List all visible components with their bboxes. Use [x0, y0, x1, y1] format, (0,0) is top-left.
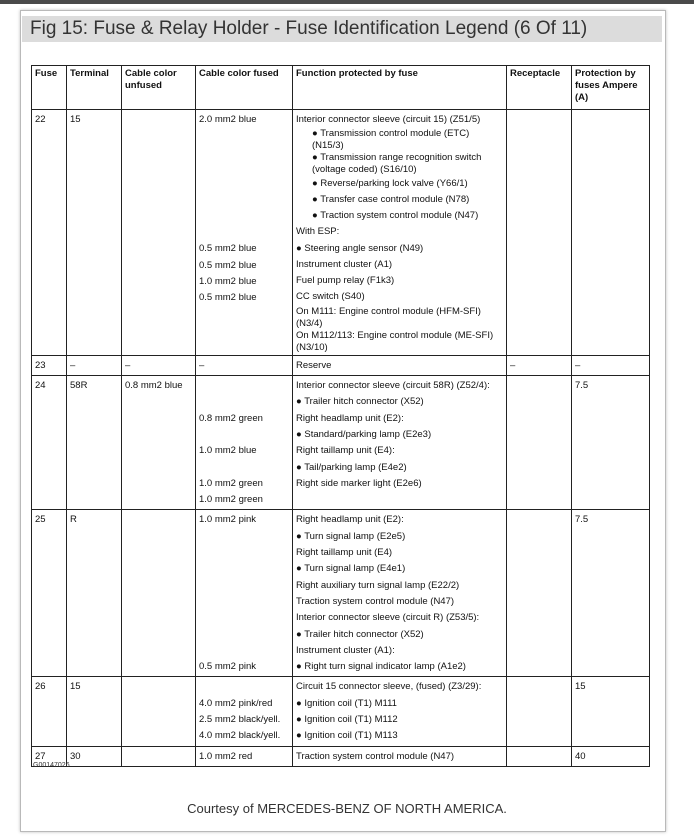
receptacle [507, 510, 572, 677]
cable-fused [196, 376, 293, 510]
table-row [32, 677, 650, 746]
fuse-number: 27 [32, 746, 67, 766]
function-line: Circuit 15 connector sleeve, (fused) (Z3/29): [296, 681, 482, 693]
function-line: Right headlamp unit (E2): [296, 514, 404, 526]
receptacle [507, 746, 572, 766]
function-cell: Reserve [293, 355, 507, 375]
fuse-legend-table [31, 65, 650, 767]
header-cable-unfused: Cable color unfused [122, 66, 196, 110]
cable-fused-value: 0.5 mm2 blue [199, 243, 257, 255]
terminal: 58R [67, 376, 122, 510]
function-line: ● Turn signal lamp (E4e1) [296, 563, 406, 575]
terminal: 30 [67, 746, 122, 766]
cable-fused-value: 1.0 mm2 blue [199, 275, 257, 287]
function-cell [293, 510, 507, 677]
cable-fused-value: 1.0 mm2 blue [199, 445, 257, 457]
function-line: On M112/113: Engine control module (ME-SFI) (N3/10) [296, 329, 494, 353]
courtesy-note: Courtesy of MERCEDES-BENZ OF NORTH AMERICA. [187, 801, 507, 816]
fuse-number: 23 [32, 355, 67, 375]
cable-fused-value: 0.5 mm2 blue [199, 292, 257, 304]
cable-unfused [122, 110, 196, 356]
function-line: ● Traction system control module (N47) [312, 210, 479, 222]
function-line: Right taillamp unit (E4): [296, 445, 395, 457]
function-line: Right headlamp unit (E2): [296, 412, 404, 424]
table-row [32, 746, 650, 766]
table-row [32, 510, 650, 677]
fuse-number: 22 [32, 110, 67, 356]
function-line: Right auxiliary turn signal lamp (E22/2) [296, 579, 460, 591]
function-line: ● Turn signal lamp (E2e5) [296, 530, 406, 542]
header-receptacle: Receptacle [507, 66, 572, 110]
cable-unfused: – [122, 355, 196, 375]
function-line: ● Standard/parking lamp (E2e3) [296, 428, 432, 440]
function-line: ● Right turn signal indicator lamp (A1e2) [296, 661, 466, 673]
amperage [572, 110, 650, 356]
function-line: ● Trailer hitch connector (X52) [296, 628, 424, 640]
function-line: Fuel pump relay (F1k3) [296, 275, 395, 287]
cable-fused: – [196, 355, 293, 375]
function-line: ● Transmission control module (ETC) (N15/3) [312, 128, 470, 152]
cable-unfused [122, 510, 196, 677]
function-line: Interior connector sleeve (circuit 58R) (Z52/4): [296, 380, 490, 392]
function-line: ● Ignition coil (T1) M113 [296, 730, 398, 742]
function-cell: Traction system control module (N47) [293, 746, 507, 766]
function-line: Interior connector sleeve (circuit 15) (Z51/5) [296, 114, 481, 125]
function-line: Right taillamp unit (E4) [296, 547, 393, 559]
cable-unfused [122, 746, 196, 766]
function-line: ● Ignition coil (T1) M111 [296, 697, 397, 709]
fuse-number: 24 [32, 376, 67, 510]
cable-unfused [122, 677, 196, 746]
cable-fused-value: 2.5 mm2 black/yell. [199, 714, 281, 726]
header-fuse: Fuse [32, 66, 67, 110]
cable-fused-value: 0.5 mm2 blue [199, 259, 257, 271]
cable-fused-value: 4.0 mm2 pink/red [199, 697, 273, 709]
reference-code: G00147026 [33, 762, 70, 769]
function-line: ● Ignition coil (T1) M112 [296, 714, 398, 726]
amperage: – [572, 355, 650, 375]
receptacle: – [507, 355, 572, 375]
function-line: With ESP: [296, 226, 340, 238]
header-protection: Protection by fuses Ampere (A) [572, 66, 650, 110]
table-row [32, 376, 650, 510]
fuse-number: 26 [32, 677, 67, 746]
function-line: Instrument cluster (A1) [296, 258, 393, 270]
figure-title: Fig 15: Fuse & Relay Holder - Fuse Identification Legend (6 Of 11) [22, 16, 662, 42]
cable-fused: 1.0 mm2 red [196, 746, 293, 766]
cable-fused-value: 0.5 mm2 pink [199, 661, 257, 673]
function-line: ● Transfer case control module (N78) [312, 194, 470, 206]
amperage: 40 [572, 746, 650, 766]
header-row [32, 66, 650, 110]
terminal: 15 [67, 677, 122, 746]
amperage: 7.5 [572, 510, 650, 677]
function-cell [293, 110, 507, 356]
top-bar [0, 0, 694, 4]
terminal: 15 [67, 110, 122, 356]
header-function: Function protected by fuse [293, 66, 507, 110]
function-line: ● Reverse/parking lock valve (Y66/1) [312, 178, 468, 190]
terminal: – [67, 355, 122, 375]
function-line: ● Tail/parking lamp (E4e2) [296, 461, 407, 473]
function-line: ● Trailer hitch connector (X52) [296, 396, 424, 408]
function-cell [293, 376, 507, 510]
cable-fused-value: 1.0 mm2 green [199, 494, 263, 506]
receptacle [507, 110, 572, 356]
header-terminal: Terminal [67, 66, 122, 110]
cable-fused-value: 4.0 mm2 black/yell. [199, 730, 281, 742]
function-line: Traction system control module (N47) [296, 595, 455, 607]
function-cell [293, 677, 507, 746]
terminal: R [67, 510, 122, 677]
amperage: 7.5 [572, 376, 650, 510]
function-line: ● Steering angle sensor (N49) [296, 242, 424, 254]
cable-fused [196, 677, 293, 746]
function-line: ● Transmission range recognition switch (voltage coded) (S16/10) [312, 152, 482, 176]
function-line: Right side marker light (E2e6) [296, 477, 422, 489]
cable-fused-value: 1.0 mm2 pink [199, 514, 257, 526]
receptacle [507, 376, 572, 510]
table-row [32, 355, 650, 375]
function-line: CC switch (S40) [296, 291, 365, 303]
cable-fused-value: 0.8 mm2 green [199, 412, 263, 424]
cable-fused [196, 110, 293, 356]
receptacle [507, 677, 572, 746]
function-line: Interior connector sleeve (circuit R) (Z53/5): [296, 612, 480, 624]
amperage: 15 [572, 677, 650, 746]
function-line: Instrument cluster (A1): [296, 644, 395, 656]
function-line: On M111: Engine control module (HFM-SFI) (N3/4) [296, 305, 481, 329]
cable-fused-value: 1.0 mm2 green [199, 477, 263, 489]
header-cable-fused: Cable color fused [196, 66, 293, 110]
cable-fused-value: 2.0 mm2 blue [199, 114, 257, 125]
cable-unfused: 0.8 mm2 blue [122, 376, 196, 510]
table-row [32, 110, 650, 356]
fuse-number: 25 [32, 510, 67, 677]
cable-fused [196, 510, 293, 677]
